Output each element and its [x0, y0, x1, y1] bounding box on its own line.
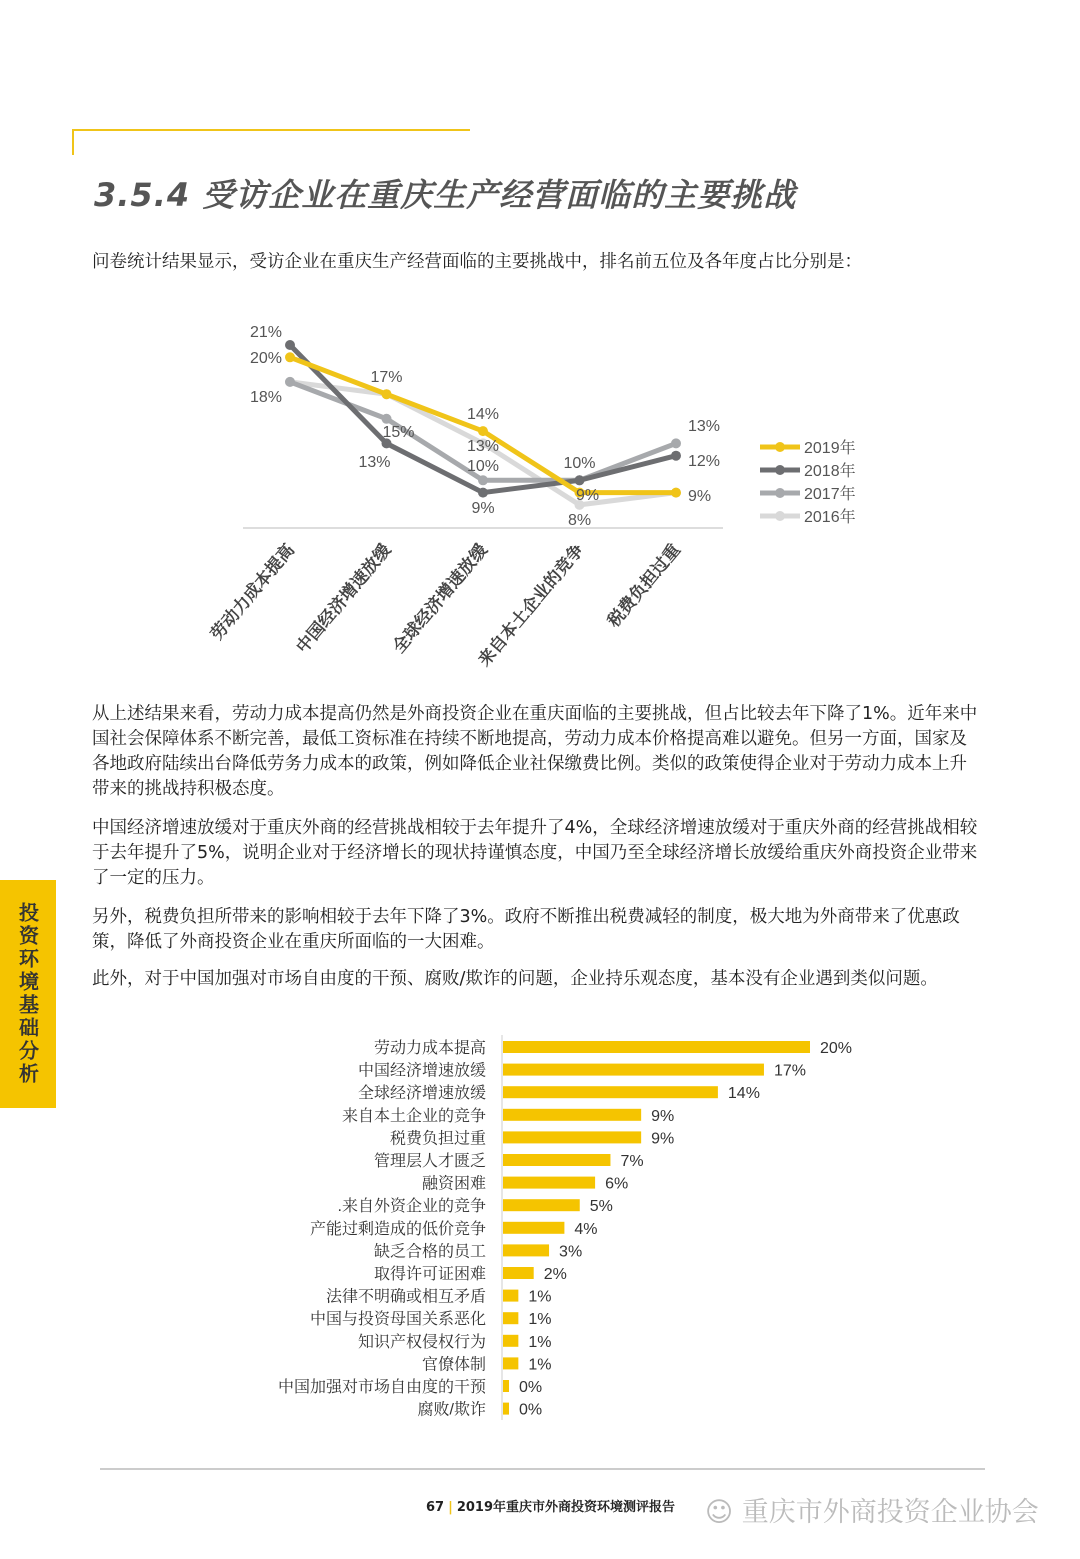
data-point	[285, 340, 295, 350]
data-point	[382, 414, 392, 424]
data-point	[285, 377, 295, 387]
data-label: 17%	[773, 1062, 806, 1080]
bar	[503, 1199, 580, 1211]
bar	[503, 1290, 518, 1302]
category-label: .来自外资企业的竞争	[337, 1198, 486, 1216]
data-label: 10%	[563, 455, 596, 472]
data-point	[671, 488, 681, 498]
paragraph-2: 中国经济增速放缓对于重庆外商的经营挑战相较于去年提升了4%，全球经济增速放缓对于重庆外商的经营挑战相较于去年提升了5%，说明企业对于经济增长的现状持谨慎态度，中国乃至全球经济增长放缓给重庆外商投资企业带来了一定的压力。	[92, 818, 978, 888]
category-label: 取得许可证困难	[373, 1266, 486, 1283]
bar	[503, 1177, 595, 1189]
data-label: 2%	[543, 1266, 567, 1283]
data-point	[285, 352, 295, 362]
data-label: 1%	[528, 1356, 552, 1374]
data-point	[671, 451, 681, 461]
bar	[503, 1131, 641, 1143]
data-label: 4%	[574, 1220, 598, 1238]
line-chart	[0, 300, 1080, 680]
bar	[503, 1109, 641, 1121]
category-label: 融资困难	[421, 1175, 486, 1193]
legend-marker	[775, 442, 785, 452]
data-point	[575, 475, 585, 485]
category-label: 官僚体制	[421, 1356, 486, 1374]
legend-label: 2019年	[804, 440, 856, 457]
bar	[503, 1267, 534, 1279]
category-label: 来自本土企业的竞争	[341, 1107, 486, 1125]
category-label: 法律不明确或相互矛盾	[325, 1288, 486, 1306]
data-label: 9%	[688, 488, 712, 505]
data-label: 20%	[820, 1040, 853, 1057]
paragraph-4: 此外，对于中国加强对市场自由度的干预、腐败/欺诈的问题，企业持乐观态度，基本没有企业遇到类似问题。	[92, 969, 938, 989]
bar	[503, 1064, 764, 1076]
watermark-text: 重庆市外商投资企业协会	[741, 1497, 1039, 1528]
bar	[503, 1086, 718, 1098]
data-label: 21%	[249, 324, 282, 341]
bar	[503, 1380, 509, 1392]
data-label: 12%	[688, 453, 721, 470]
footer-divider	[100, 1468, 985, 1470]
data-label: 9%	[471, 500, 495, 517]
data-label: 1%	[528, 1311, 552, 1329]
paragraph-1: 从上述结果来看，劳动力成本提高仍然是外商投资企业在重庆面临的主要挑战，但占比较去年下降了1%。近年来中国社会保障体系不断完善，最低工资标准在持续不断地提高，劳动力成本价格提高难以避免。但另一方面，国家及各地政府陆续出台降低劳务力成本的政策，例如降低企业社保缴费比例。类似的政策使得企业对于劳动力成本上升带来的挑战持积极态度。	[92, 704, 978, 799]
data-label: 18%	[249, 389, 282, 406]
category-label: 税费负担过重	[603, 540, 685, 631]
data-label: 5%	[589, 1198, 613, 1216]
category-label: 税费负担过重	[389, 1130, 486, 1148]
data-label: 7%	[620, 1153, 644, 1170]
bar	[503, 1357, 518, 1369]
data-point	[478, 426, 488, 436]
bar	[503, 1244, 549, 1256]
sidebar-tab-label: 投资环境基础分析	[15, 902, 40, 1086]
bar	[503, 1154, 610, 1166]
data-point	[478, 488, 488, 498]
data-label: 14%	[727, 1085, 760, 1103]
data-label: 15%	[382, 424, 415, 441]
title-decoration-vertical	[72, 129, 74, 155]
legend-marker	[775, 465, 785, 475]
data-label: 9%	[651, 1107, 675, 1125]
data-label: 0%	[519, 1401, 543, 1419]
intro-text: 问卷统计结果显示，受访企业在重庆生产经营面临的主要挑战中，排名前五位及各年度占比分别是：	[92, 252, 862, 272]
category-label: 中国与投资母国关系恶化	[309, 1311, 486, 1329]
bar	[503, 1312, 518, 1324]
watermark: ☺ 重庆市外商投资企业协会	[705, 1497, 1039, 1528]
category-label: 中国加强对市场自由度的干预	[277, 1379, 486, 1396]
category-label: 中国经济增速放缓	[292, 540, 395, 657]
data-label: 9%	[575, 487, 600, 504]
data-label: 13%	[466, 438, 500, 455]
category-label: 劳动力成本提高	[207, 540, 299, 644]
data-label: 14%	[466, 406, 500, 423]
category-label: 管理层人才匮乏	[373, 1153, 486, 1170]
bar	[503, 1041, 810, 1053]
bar	[503, 1403, 509, 1415]
legend-marker	[775, 488, 785, 498]
category-label: 劳动力成本提高	[373, 1040, 486, 1057]
data-label: 13%	[688, 418, 721, 435]
data-label: 1%	[528, 1333, 552, 1351]
data-point	[671, 438, 681, 448]
category-label: 腐败/欺诈	[417, 1401, 486, 1419]
data-label: 3%	[559, 1243, 583, 1261]
data-point	[478, 475, 488, 485]
bar	[503, 1222, 564, 1234]
category-label: 缺乏合格的员工	[373, 1243, 486, 1261]
data-label: 13%	[358, 454, 391, 471]
category-label: 全球经济增速放缓	[357, 1085, 486, 1103]
legend-marker	[775, 511, 785, 521]
bar-chart	[0, 1030, 1080, 1430]
bar	[503, 1335, 518, 1347]
paragraph-3: 另外，税费负担所带来的影响相较于去年下降了3%。政府不断推出税费减轻的制度，极大地为外商带来了优惠政策，降低了外商投资企业在重庆所面临的一大困难。	[92, 907, 960, 952]
data-label: 17%	[370, 369, 403, 386]
data-label: 1%	[528, 1288, 552, 1306]
report-name: 2019年重庆市外商投资环境测评报告	[456, 1500, 676, 1515]
page-number: 67	[426, 1500, 445, 1515]
data-label: 6%	[605, 1175, 629, 1193]
data-label: 9%	[651, 1130, 675, 1148]
category-label: 产能过剩造成的低价竞争	[309, 1220, 486, 1238]
data-point	[382, 389, 392, 399]
data-label: 10%	[466, 458, 500, 475]
category-label: 中国经济增速放缓	[357, 1062, 486, 1080]
category-label: 来自本土企业的竞争	[474, 540, 588, 670]
data-label: 8%	[567, 512, 592, 529]
section-title: 3.5.4 受访企业在重庆生产经营面临的主要挑战	[94, 176, 797, 214]
data-label: 20%	[249, 350, 282, 367]
legend-label: 2017年	[804, 486, 856, 503]
title-decoration	[72, 129, 470, 131]
category-label: 知识产权侵权行为	[357, 1333, 486, 1351]
data-label: 0%	[519, 1379, 543, 1396]
category-label: 全球经济增速放缓	[389, 540, 492, 657]
legend-label: 2018年	[804, 463, 856, 480]
footer: 67 | 2019年重庆市外商投资环境测评报告	[426, 1500, 676, 1515]
legend-label: 2016年	[804, 509, 856, 526]
